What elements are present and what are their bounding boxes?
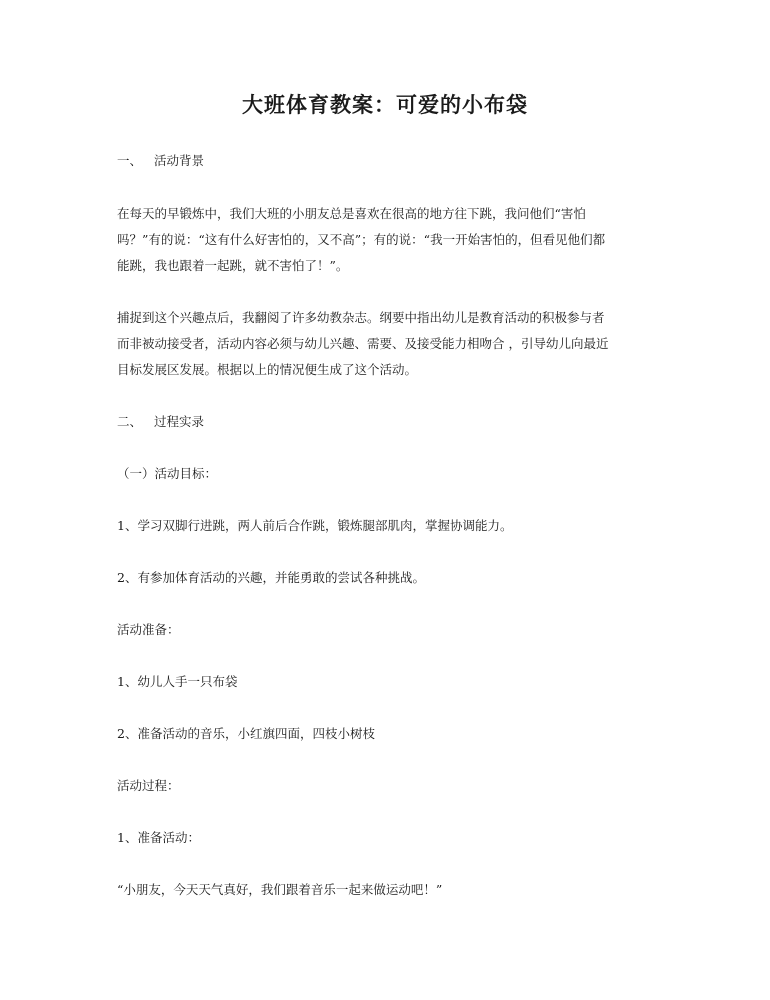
goal-item: 2、有参加体育活动的兴趣，并能勇敢的尝试各种挑战。 [117,570,425,585]
process-heading: 活动过程： [117,778,180,793]
section-number: 一、 [117,153,143,168]
goal-item: 1、学习双脚行进跳，两人前后合作跳，锻炼腿部肌肉，掌握协调能力。 [117,518,513,533]
section-title: 活动背景 [154,153,205,168]
quote-line: “小朋友，今天天气真好，我们跟着音乐一起来做运动吧！” [117,882,443,897]
paragraph-line: 能跳，我也跟着一起跳，就不害怕了！”。 [117,258,349,273]
goals-heading: （一）活动目标： [117,466,218,481]
paragraph-line: 在每天的早锻炼中，我们大班的小朋友总是喜欢在很高的地方往下跳，我问他们“害怕 [117,206,586,221]
preparation-item: 2、准备活动的音乐，小红旗四面，四枝小树枝 [117,726,375,741]
paragraph-line: 而非被动接受者，活动内容必须与幼儿兴趣、需要、及接受能力相吻合 ，引导幼儿向最近 [117,336,609,351]
paragraph-line: 捕捉到这个兴趣点后，我翻阅了许多幼教杂志。纲要中指出幼儿是教育活动的积极参与者 [117,310,605,325]
paragraph-line: 目标发展区发展。根据以上的情况便生成了这个活动。 [117,362,418,377]
section-title: 过程实录 [154,414,205,429]
section-heading-background [117,148,662,174]
paragraph-line: 吗？”有的说：“这有什么好害怕的，又不高”；有的说：“我一开始害怕的，但看见他们都 [117,232,606,247]
document-title: 大班体育教案：可爱的小布袋 [242,92,528,117]
process-step: 1、准备活动： [117,830,200,845]
preparation-heading: 活动准备： [117,622,180,637]
preparation-item: 1、幼儿人手一只布袋 [117,674,238,689]
section-number: 二、 [117,414,143,429]
section-heading-process [117,409,662,435]
